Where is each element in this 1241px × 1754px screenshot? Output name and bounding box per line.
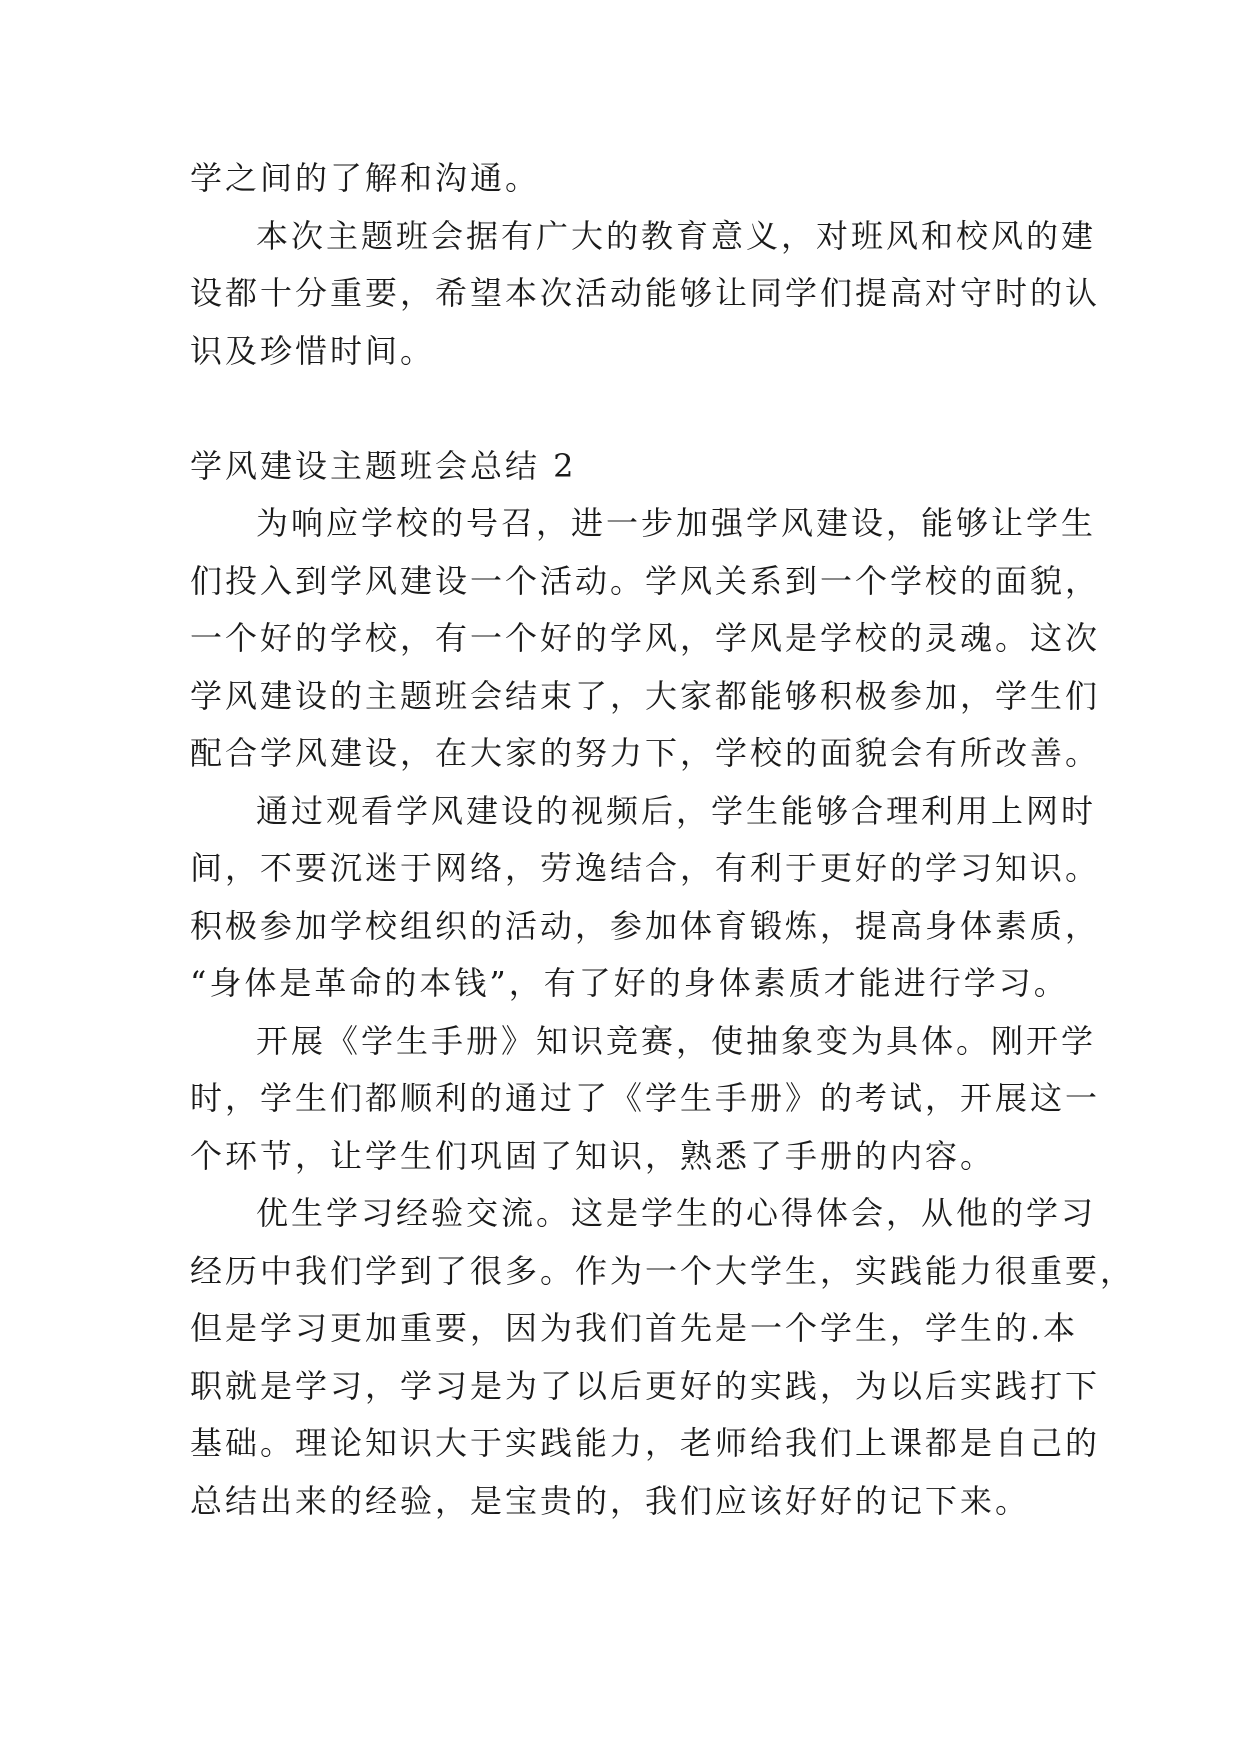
text-line: 优生学习经验交流。这是学生的心得体会，从他的学习 [256,1194,1097,1232]
text-line: 基础。理论知识大于实践能力，老师给我们上课都是自己的 [190,1424,1101,1462]
text-line: 间，不要沉迷于网络，劳逸结合，有利于更好的学习知识。 [190,849,1101,887]
text-line: 经历中我们学到了很多。作为一个大学生，实践能力很重要， [190,1251,1136,1290]
document-page [190,150,1136,1530]
text-line: 开展《学生手册》知识竞赛，使抽象变为具体。刚开学 [256,1021,1097,1060]
paragraph-handbook [190,1013,1101,1186]
text-line: 积极参加学校组织的活动，参加体育锻炼，提高身体素质， [190,906,1101,945]
text-line: 通过观看学风建设的视频后，学生能够合理利用上网时 [256,791,1097,830]
paragraph-continuation [190,150,1050,208]
text-line: 学风建设的主题班会结束了，大家都能够积极参加，学生们 [190,676,1101,715]
paragraph-video [190,783,1101,1013]
text-line: 为响应学校的号召，进一步加强学风建设，能够让学生 [256,504,1097,542]
text-line: 识及珍惜时间。 [190,331,436,370]
section-heading: 学风建设主题班会总结 2 [190,446,577,485]
paragraph-experience [190,1185,1136,1530]
text-line: 们投入到学风建设一个活动。学风关系到一个学校的面貌， [190,561,1101,600]
text-line: “身体是革命的本钱”，有了好的身体素质才能进行学习。 [190,964,1069,1002]
text-line: 一个好的学校，有一个好的学风，学风是学校的灵魂。这次 [190,619,1101,657]
text-line: 本次主题班会据有广大的教育意义，对班风和校风的建 [256,216,1097,255]
text-line: 总结出来的经验，是宝贵的，我们应该好好的记下来。 [190,1481,1031,1520]
text-line: 时，学生们都顺利的通过了《学生手册》的考试，开展这一 [190,1079,1101,1117]
text-line: 设都十分重要，希望本次活动能够让同学们提高对守时的认 [190,274,1101,312]
text-line: 但是学习更加重要，因为我们首先是一个学生，学生的.本 [190,1309,1079,1347]
text-line: 职就是学习，学习是为了以后更好的实践，为以后实践打下 [190,1366,1101,1405]
text-line: 配合学风建设，在大家的努力下，学校的面貌会有所改善。 [190,734,1101,772]
text-line: 个环节，让学生们巩固了知识，熟悉了手册的内容。 [190,1136,996,1175]
section-spacer [190,380,1050,438]
text-line: 学之间的了解和沟通。 [190,159,541,197]
paragraph-significance [190,208,1101,381]
paragraph-intro [190,495,1101,783]
